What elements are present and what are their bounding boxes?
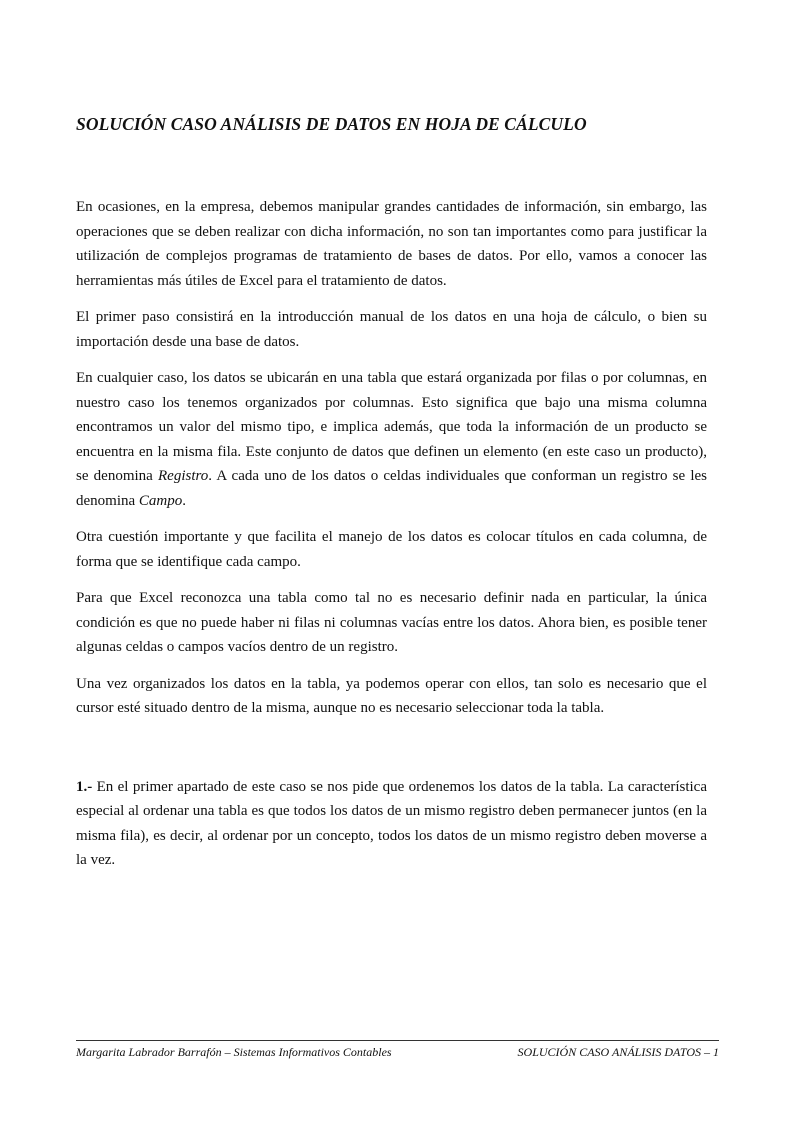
document-title: SOLUCIÓN CASO ANÁLISIS DE DATOS EN HOJA DE CÁLCULO	[76, 114, 587, 134]
paragraph-text: . A cada uno de los datos o celdas individuales que conforman un registro se les denomina	[76, 468, 707, 509]
section-1	[76, 775, 707, 873]
paragraph-column-titles: Otra cuestión importante y que facilita el manejo de los datos es colocar títulos en cada columna, de forma que se identifique cada campo.	[76, 529, 707, 570]
page-footer	[76, 1045, 719, 1060]
paragraph-intro: En ocasiones, en la empresa, debemos manipular grandes cantidades de información, sin embargo, las operaciones que se deben realizar con dicha información, no son tan importantes como para justificar la utilización de complejos programas de tratamiento de bases de datos. Por ello, vamos a conocer las herramientas más útiles de Excel para el tratamiento de datos.	[76, 199, 707, 289]
paragraph-excel-table: Para que Excel reconozca una tabla como tal no es necesario definir nada en particular, la única condición es que no puede haber ni filas ni columnas vacías entre los datos. Ahora bien, es posible tener algunas celdas o campos vacíos dentro de un registro.	[76, 590, 707, 655]
paragraph-text: En cualquier caso, los datos se ubicarán en una tabla que estará organizada por filas o por columnas, en nuestro caso los tenemos organizados por columnas. Esto significa que bajo una misma columna encontramos un valor del mismo tipo, e implica además, que toda la información de un producto se encuentra en la misma fila. Este conjunto de datos que definen un elemento (en este caso un producto), se denomina	[76, 370, 707, 484]
paragraph-text: .	[182, 492, 186, 509]
section-number: 1.-	[76, 778, 93, 795]
document-body	[76, 195, 707, 885]
paragraph-table-organization	[76, 366, 707, 513]
footer-divider	[76, 1040, 719, 1041]
section-text: En el primer apartado de este caso se nos pide que ordenemos los datos de la tabla. La característica especial al ordenar una tabla es que todos los datos de un mismo registro deben permanecer juntos (en la misma fila), es decir, al ordenar por un concepto, todos los datos de un mismo registro deben moverse a la vez.	[76, 778, 707, 868]
term-campo: Campo	[138, 492, 183, 509]
paragraph-operate: Una vez organizados los datos en la tabla, ya podemos operar con ellos, tan solo es necesario que el cursor esté situado dentro de la misma, aunque no es necesario seleccionar toda la tabla.	[76, 675, 707, 716]
term-registro: Registro	[158, 468, 209, 484]
footer-author: Margarita Labrador Barrafón – Sistemas Informativos Contables	[76, 1045, 392, 1059]
footer-page-label: SOLUCIÓN CASO ANÁLISIS DATOS – 1	[517, 1045, 719, 1059]
paragraph-first-step: El primer paso consistirá en la introducción manual de los datos en una hoja de cálculo, o bien su importación desde una base de datos.	[76, 309, 707, 350]
